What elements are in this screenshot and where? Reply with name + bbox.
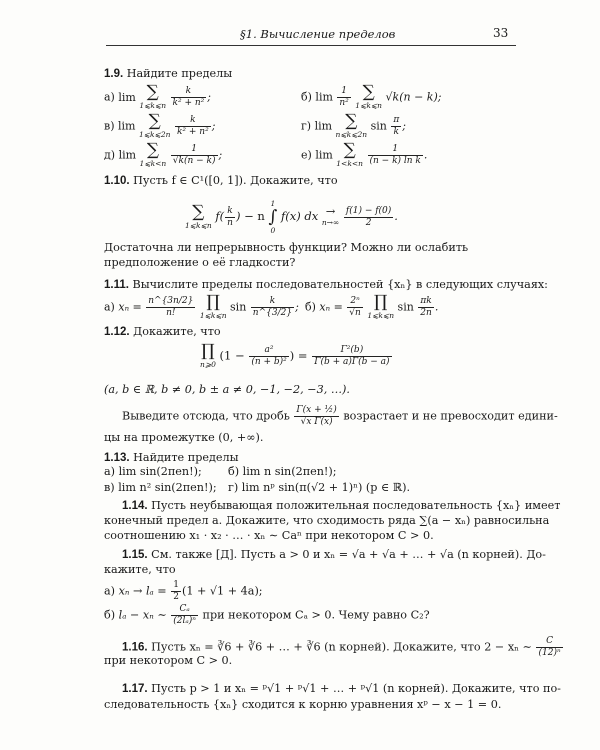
problem-1-17-line2: следовательность {xₙ} сходится к корню уравнения xᵖ − x − 1 = 0. [104,698,502,711]
problem-1-9-g: г) lim ∑ n⩽k⩽2n sin $\frac{\pi}{k}$ ; [301,111,406,139]
problem-1-9-e: е) lim ∑ 1<k<n $\frac{1}{\text{(n − k) ln k}}$ . [301,140,428,168]
page-number: 33 [493,26,509,40]
problem-1-15-line1: 1.15. См. также [Д]. Пусть a > 0 и xₙ = √a + √a + … + √a (n корней). До- [122,548,546,561]
problem-1-10-question: Достаточна ли непрерывность функции? Можно ли ослабить предположение о её гладкости? [104,241,469,269]
problem-1-16-line1: 1.16. Пусть xₙ = ∛6 + ∛6 + … + ∛6 (n корней). Докажите, что 2 − xₙ ∼ $\frac{C}{\text{(12)ⁿ}}$ [122,636,561,658]
problem-1-12-formula: ∏ n⩾0 (1 − $\frac{\text{a²}}{\text{(n + b)²}}$ ) = $\frac{\text{Γ²(b)}}{\Gamma(b + a)\Gamma(b - a)}$ [200,341,390,369]
problem-1-15-b: б) lₐ − xₙ ∼ $\frac{\text{Cₐ}}{\text{(2lₐ)ⁿ}}$ при некотором Cₐ > 0. Чему равно C₂? [104,604,430,626]
problem-1-13-v: в) lim n² sin(2πen!); [104,481,217,494]
problem-1-11-a: а) xₙ = $\frac{n\^{}\{3n/2\}}{n!}$ ∏ 1⩽k⩽n sin $\frac{k}{n\^{}\{3/2\}}$ ; [104,292,299,320]
problem-1-10-formula: ∑ 1⩽k⩽n f( $\frac{k}{n}$ ) − n 1 ∫ 0 f(x) dx → n→∞ $\frac{f(1) - f(0)}{2}$ . [185,199,398,235]
problem-1-13-a: а) lim sin(2πen!); [104,465,202,478]
problem-1-14-line2: конечный предел a. Докажите, что сходимость ряда ∑(a − xₙ) равносильна [104,514,550,527]
problem-1-16-line2: при некотором C > 0. [104,654,233,667]
problem-1-9-d: д) lim ∑ 1⩽k<n $\frac{1}{√k(n - k)}$ ; [104,140,223,168]
problem-1-14-line3: соотношению x₁ · x₂ · … · xₙ ∼ Caⁿ при некотором C > 0. [104,529,434,542]
problem-1-17-line1: 1.17. Пусть p > 1 и xₙ = ᵖ√1 + ᵖ√1 + … + ᵖ√1 (n корней). Докажите, что по- [122,682,561,695]
problem-1-12-derive: Выведите отсюда, что дробь $\frac{\text{Γ(x + ½)}}{\text{√x Γ(x)}}$ возрастает и не превосходит едини- [122,405,558,427]
problem-1-15-line2: кажите, что [104,563,176,576]
problem-1-9-b: б) lim $\frac{1}{\text{n²}}$ ∑ 1⩽k⩽n √k(n − k); [301,82,442,110]
problem-1-13-heading: 1.13. Найдите пределы [104,451,239,464]
problem-title: Найдите пределы [126,67,233,80]
problem-number: 1.9. [104,68,124,80]
problem-1-11-b: б) xₙ = $\frac{\text{2ⁿ}}{√n}$ ∏ 1⩽k⩽n sin $\frac{\pi k}{2n}$ . [305,292,439,320]
problem-1-10-statement: 1.10. Пусть f ∈ C¹([0, 1]). Докажите, что [104,174,338,187]
running-header [0,25,600,43]
problem-1-9-heading [104,67,232,81]
problem-1-14-line1: 1.14. Пусть неубывающая положительная последовательность {xₙ} имеет [122,499,561,512]
problem-1-9-a: а) lim ∑ 1⩽k⩽n $\frac{k}{\text{k² + n²}}$ ; [104,82,211,110]
problem-1-12-derive-cont: цы на промежутке (0, +∞). [104,431,264,444]
problem-1-11-statement: 1.11. Вычислите пределы последовательностей {xₙ} в следующих случаях: [104,278,548,291]
problem-1-9-v: в) lim ∑ 1⩽k⩽2n $\frac{k}{\text{k² + n²}}$ ; [104,111,216,139]
problem-1-13-g: г) lim nᵖ sin(π(√2 + 1)ⁿ) (p ∈ ℝ). [228,481,411,494]
problem-1-13-b: б) lim n sin(2πen!); [228,465,337,478]
problem-1-12-statement: 1.12. Докажите, что [104,325,221,338]
problem-1-12-condition: (a, b ∈ ℝ, b ≠ 0, b ± a ≠ 0, −1, −2, −3, …). [104,383,350,396]
header-rule [106,45,516,46]
problem-1-15-a: а) xₙ → lₐ = $\frac{1}{2}$ (1 + √1 + 4a); [104,580,263,602]
section-title: §1. Вычисление пределов [240,27,396,41]
